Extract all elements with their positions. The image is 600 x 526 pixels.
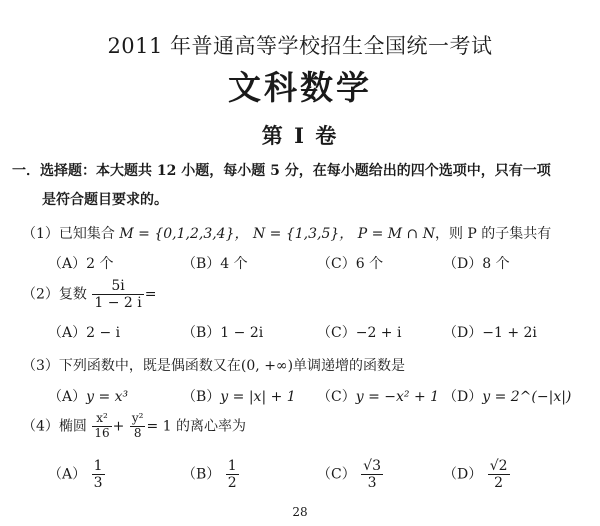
volume-title: 第 I 卷 [261, 123, 339, 148]
option-label: （D） [443, 325, 483, 341]
fraction-denominator: 1 − 2 i [94, 295, 142, 312]
option-text: y = |x| + 1 [220, 389, 296, 405]
question-number: （2） [22, 286, 59, 303]
option-label: （D） [443, 466, 483, 483]
ellipse-y-term [130, 412, 146, 441]
option-label: （D） [443, 389, 483, 405]
option-2a [48, 322, 120, 342]
option-text: 4 个 [220, 256, 248, 272]
option-2d [443, 322, 537, 342]
fraction-denominator: 2 [227, 475, 237, 492]
question-stem-math: M = {0,1,2,3,4}， N = {1,3,5}， P = M ∩ N [119, 226, 435, 242]
option-4d [443, 458, 511, 491]
option-fraction [226, 458, 239, 491]
complex-fraction [92, 278, 143, 311]
exam-title: 2011 年普通高等学校招生全国统一考试 [107, 34, 493, 58]
option-3c [317, 386, 439, 406]
option-label: （B） [182, 325, 221, 341]
question-2 [22, 278, 156, 311]
fraction-numerator: 1 [227, 458, 237, 474]
option-label: （A） [48, 256, 87, 272]
option-text: 2 个 [86, 256, 114, 272]
question-stem-prefix: 椭圆 [58, 418, 87, 435]
option-label: （D） [443, 256, 483, 272]
option-4a [48, 458, 106, 491]
question-1 [22, 223, 551, 243]
page-number: 28 [292, 505, 308, 519]
option-1c [317, 253, 383, 273]
option-1b [182, 253, 248, 273]
option-label: （B） [182, 466, 221, 483]
option-4b [182, 458, 240, 491]
fraction-numerator: y² [131, 411, 144, 425]
option-text: y = −x² + 1 [355, 389, 440, 405]
ellipse-x-term [92, 412, 111, 441]
question-number: （1） [22, 226, 59, 242]
question-3 [22, 355, 405, 375]
fraction-numerator: √2 [489, 458, 508, 474]
option-text: −2 + i [355, 325, 402, 341]
option-3b [182, 386, 296, 406]
option-text: 6 个 [355, 256, 384, 272]
question-stem-suffix: = 1 的离心率为 [146, 418, 246, 435]
question-stem-prefix: 下列函数中，既是偶函数又在 [58, 358, 241, 374]
question-stem-prefix: 已知集合 [58, 226, 115, 242]
question-stem-math: (0, +∞) [240, 358, 294, 374]
fraction-numerator: 1 [93, 458, 103, 474]
fraction-numerator: √3 [363, 458, 381, 474]
fraction-denominator: 3 [93, 475, 103, 492]
fraction-denominator: 16 [94, 425, 110, 440]
option-label: （A） [48, 466, 87, 483]
option-1a [48, 253, 113, 273]
fraction-denominator: 8 [133, 425, 142, 440]
option-4c [317, 458, 384, 491]
option-3a [48, 386, 128, 406]
option-text: −1 + 2i [482, 325, 537, 341]
option-label: （C） [317, 325, 356, 341]
option-3d [443, 386, 571, 406]
option-text: 2 − i [86, 325, 121, 341]
fraction-numerator: x² [92, 412, 111, 427]
question-number: （4） [22, 418, 59, 435]
fraction-denominator: 2 [494, 475, 504, 492]
question-number: （3） [22, 358, 59, 374]
subject-title: 文科数学 [228, 68, 372, 107]
option-label: （C） [317, 389, 356, 405]
option-label: （C） [317, 256, 356, 272]
plus-sign: + [112, 418, 125, 435]
option-text: y = x³ [86, 389, 129, 405]
option-1d [443, 253, 510, 273]
option-2c [317, 322, 401, 342]
option-label: （A） [48, 325, 87, 341]
section-instruction-line2: 是符合题目要求的。 [42, 192, 168, 208]
question-4 [22, 412, 246, 441]
section-instruction-line1: 一．选择题：本大题共 12 小题，每小题 5 分，在每小题给出的四个选项中，只有一项 [12, 163, 551, 179]
option-label: （C） [317, 466, 356, 483]
question-stem-suffix: ，则 P 的子集共有 [434, 226, 552, 242]
option-fraction [361, 458, 383, 491]
option-2b [182, 322, 263, 342]
option-label: （B） [182, 256, 221, 272]
option-label: （A） [48, 389, 87, 405]
question-stem-suffix: = [144, 286, 157, 303]
fraction-denominator: 3 [367, 475, 377, 492]
option-fraction [92, 458, 105, 491]
option-text: y = 2^(−|x|) [482, 389, 572, 405]
fraction-numerator: 5i [92, 278, 143, 295]
option-label: （B） [182, 389, 221, 405]
question-stem-suffix: 单调递增的函数是 [293, 358, 406, 374]
question-stem-prefix: 复数 [58, 286, 87, 303]
option-text: 8 个 [482, 256, 510, 272]
option-text: 1 − 2i [220, 325, 264, 341]
option-fraction [488, 458, 510, 491]
